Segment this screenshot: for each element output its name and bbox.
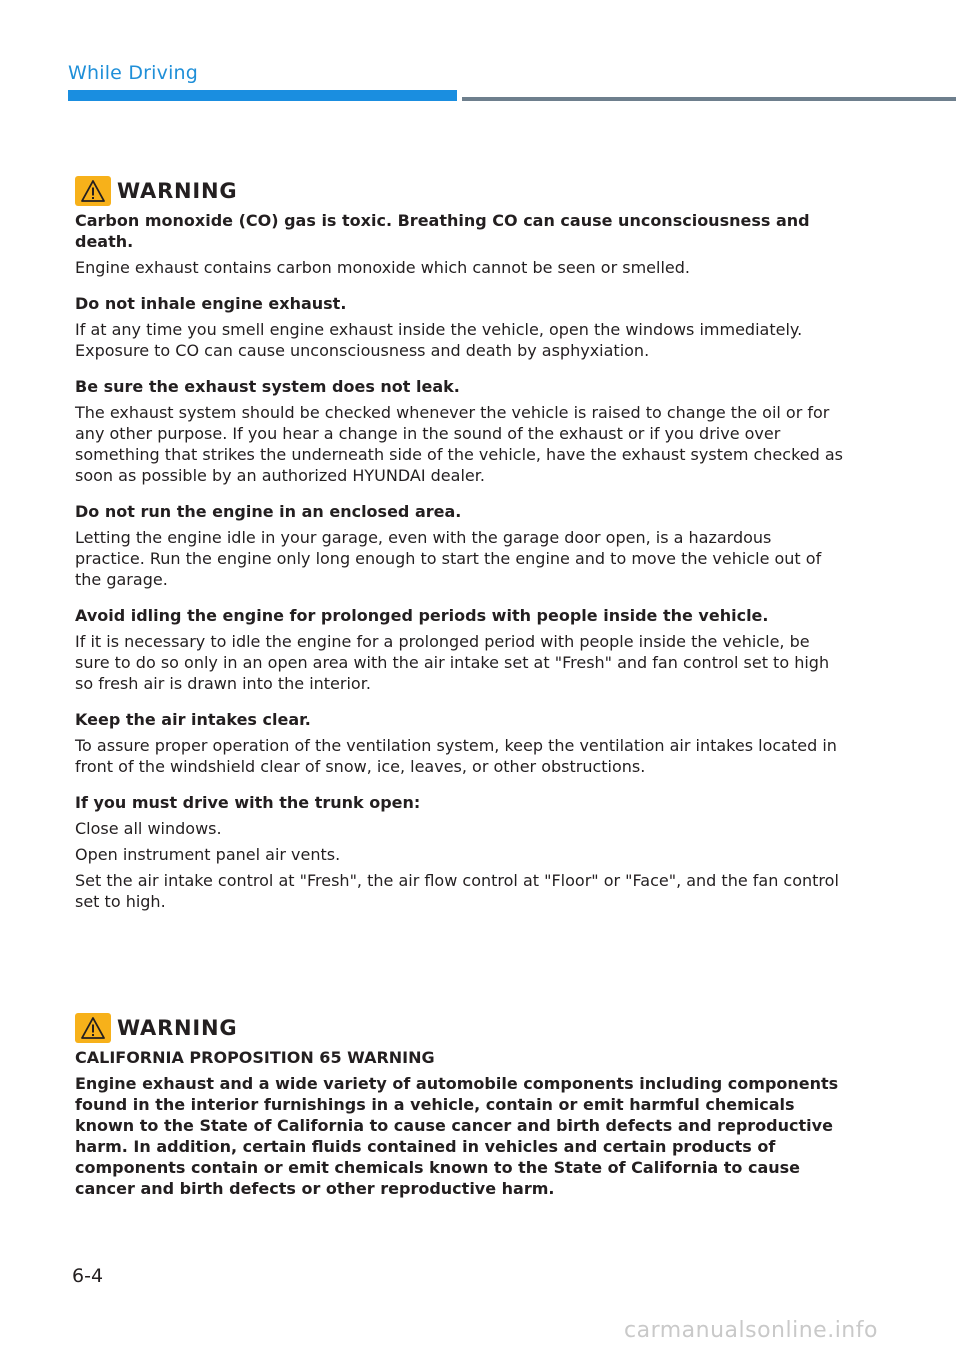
header-rule-accent bbox=[68, 90, 457, 101]
warning-box-co bbox=[75, 174, 845, 912]
header-rule bbox=[462, 97, 956, 101]
trunk-step: Open instrument panel air vents. bbox=[75, 845, 341, 864]
item-heading: Keep the air intakes clear. bbox=[75, 710, 311, 729]
item-body: To assure proper operation of the ventilation system, keep the ventilation air intakes located in front of the windshield clear of snow, ice, leaves, or other obstructions. bbox=[75, 736, 837, 776]
trunk-step: Set the air intake control at "Fresh", the air flow control at "Floor" or "Face", and the fan control set to high. bbox=[75, 871, 839, 911]
item-heading: Be sure the exhaust system does not leak. bbox=[75, 377, 460, 396]
item-body: The exhaust system should be checked whenever the vehicle is raised to change the oil or for any other purpose. If you hear a change in the sound of the exhaust or if you drive over something that strikes the underneath side of the vehicle, have the exhaust system checked as soon as possible by an authorized HYUNDAI dealer. bbox=[75, 403, 843, 485]
warning-label: WARNING bbox=[117, 179, 238, 203]
item-heading: Do not inhale engine exhaust. bbox=[75, 294, 347, 313]
trunk-heading: If you must drive with the trunk open: bbox=[75, 793, 421, 812]
trunk-step: Close all windows. bbox=[75, 819, 222, 838]
warning-intro-text: Engine exhaust contains carbon monoxide which cannot be seen or smelled. bbox=[75, 258, 690, 277]
item-body: If at any time you smell engine exhaust inside the vehicle, open the windows immediately. Exposure to CO can cause unconsciousness and death by asphyxiation. bbox=[75, 320, 803, 360]
warning-header bbox=[75, 174, 845, 208]
warning-header bbox=[75, 1011, 845, 1045]
prop65-title: CALIFORNIA PROPOSITION 65 WARNING bbox=[75, 1048, 435, 1067]
item-body: Letting the engine idle in your garage, even with the garage door open, is a hazardous practice. Run the engine only long enough to start the engine and to move the vehicle out of the garage. bbox=[75, 528, 822, 589]
item-heading: Do not run the engine in an enclosed area. bbox=[75, 502, 462, 521]
prop65-body: Engine exhaust and a wide variety of automobile components including components found in the interior furnishings in a vehicle, contain or emit harmful chemicals known to the State of California to cause cancer and birth defects and reproductive harm. In addition, certain fluids contained in vehicles and certain products of components contain or emit chemicals known to the State of California to cause cancer and birth defects or other reproductive harm. bbox=[75, 1074, 839, 1198]
warning-label: WARNING bbox=[117, 1016, 238, 1040]
warning-intro-bold: Carbon monoxide (CO) gas is toxic. Breathing CO can cause unconsciousness and death. bbox=[75, 211, 810, 251]
warning-box-prop65 bbox=[75, 1011, 845, 1199]
watermark: carmanualsonline.info bbox=[624, 1318, 878, 1343]
item-body: If it is necessary to idle the engine for a prolonged period with people inside the vehicle, be sure to do so only in an open area with the air intake set at "Fresh" and fan control set to high so fresh air is drawn into the interior. bbox=[75, 632, 830, 693]
warning-triangle-icon bbox=[75, 1013, 111, 1043]
section-title: While Driving bbox=[68, 62, 199, 84]
page-number: 6-4 bbox=[72, 1265, 104, 1287]
warning-triangle-icon bbox=[75, 176, 111, 206]
item-heading: Avoid idling the engine for prolonged periods with people inside the vehicle. bbox=[75, 606, 769, 625]
